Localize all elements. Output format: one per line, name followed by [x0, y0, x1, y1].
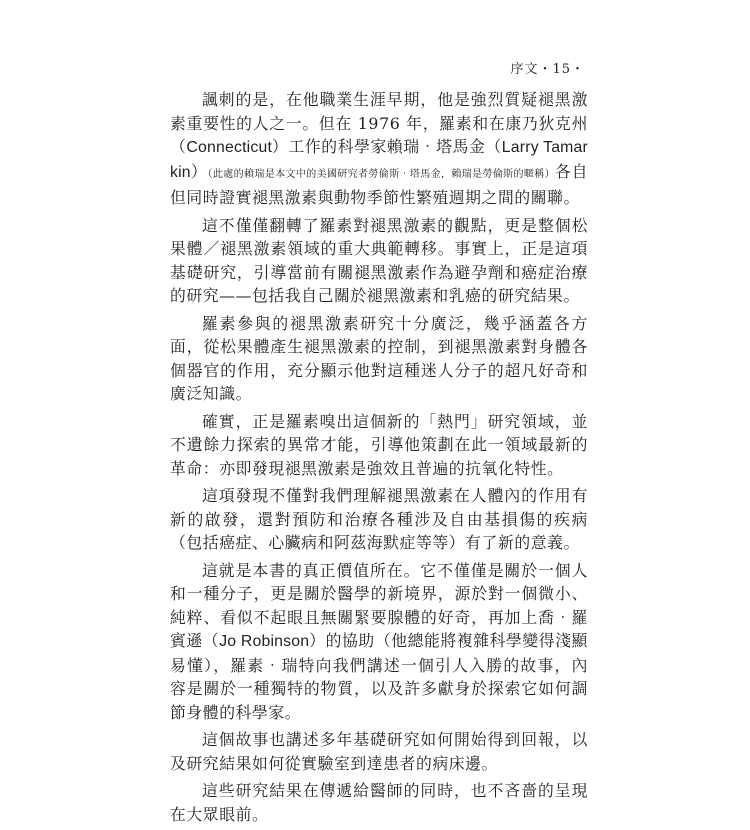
paragraph-1-latin-tamarkin: Larry Tamarkin — [170, 139, 588, 181]
paragraph-5: 這項發現不僅對我們理解褪黑激素在人體內的作用有新的啟發，還對預防和治療各種涉及自由基損傷的疾病（包括癌症、心臟病和阿茲海默症等等）有了新的意義。 — [170, 486, 588, 552]
paragraph-4: 確實，正是羅素嗅出這個新的「熱門」研究領域，並不遺餘力探索的異常才能，引導他策劃在此一領域最新的革命：亦即發現褪黑激素是強效且普遍的抗氧化特性。 — [170, 411, 588, 478]
paragraph-6-text-b: ）的協助（他總能將複雜科學變得淺顯易懂），羅素‧瑞特向我們講述一個引人入勝的故事，內容是關於一種獨特的物質，以及許多獻身於探索它如何調節身體的科學家。 — [170, 631, 588, 722]
paragraph-1-text-a: 諷刺的是，在他職業生涯早期，他是強烈質疑褪黑激素重要性的人之一。但在 1976 年，羅素和在康乃狄克州（ — [170, 90, 588, 156]
paragraph-6-latin-robinson: Jo Robinson — [219, 633, 310, 650]
paragraph-1-text-d: 各自但同時證實褪黑激素與動物季節性繁殖週期之間的關聯。 — [170, 161, 588, 207]
paragraph-1-latin-connecticut: Connecticut — [186, 139, 273, 156]
paragraph-3: 羅素參與的褪黑激素研究十分廣泛，幾乎涵蓋各方面，從松果體產生褪黑激素的控制，到褪黑激素對身體各個器官的作用，充分顯示他對這種迷人分子的超凡好奇和廣泛知識。 — [170, 313, 588, 403]
running-head: 序文・15・ — [510, 62, 585, 77]
paragraph-1-text-b: ）工作的科學家賴瑞‧塔馬金（ — [272, 137, 502, 156]
paragraph-1-text-c: ） — [190, 161, 208, 181]
paragraph-2: 這不僅僅翻轉了羅素對褪黑激素的觀點，更是整個松果體／褪黑激素領域的重大典範轉移。事實上，正是這項基礎研究，引導當前有關褪黑激素作為避孕劑和癌症治療的研究——包括我自己關於褪黑激素和乳癌的研究結果。 — [170, 215, 588, 305]
paragraph-7: 這個故事也講述多年基礎研究如何開始得到回報，以及研究結果如何從實驗室到達患者的病床邊。 — [170, 730, 588, 773]
paragraph-8: 這些研究結果在傳遞給醫師的同時，也不吝嗇的呈現在大眾眼前。 — [170, 781, 588, 824]
paragraph-1-annotation: （此處的賴瑞是本文中的美國研究者勞倫斯‧塔馬金，賴瑞是勞倫斯的暱稱） — [207, 168, 556, 180]
paragraph-6 — [170, 559, 588, 725]
body-text — [170, 88, 588, 830]
paragraph-1 — [170, 88, 588, 210]
paragraph-6-text-a: 這就是本書的真正價值所在。它不僅僅是關於一個人和一種分子，更是關於醫學的新境界，源於對一個微小、純粹、看似不起眼且無關緊要腺體的好奇，再加上喬‧羅賓遜（ — [170, 560, 588, 650]
